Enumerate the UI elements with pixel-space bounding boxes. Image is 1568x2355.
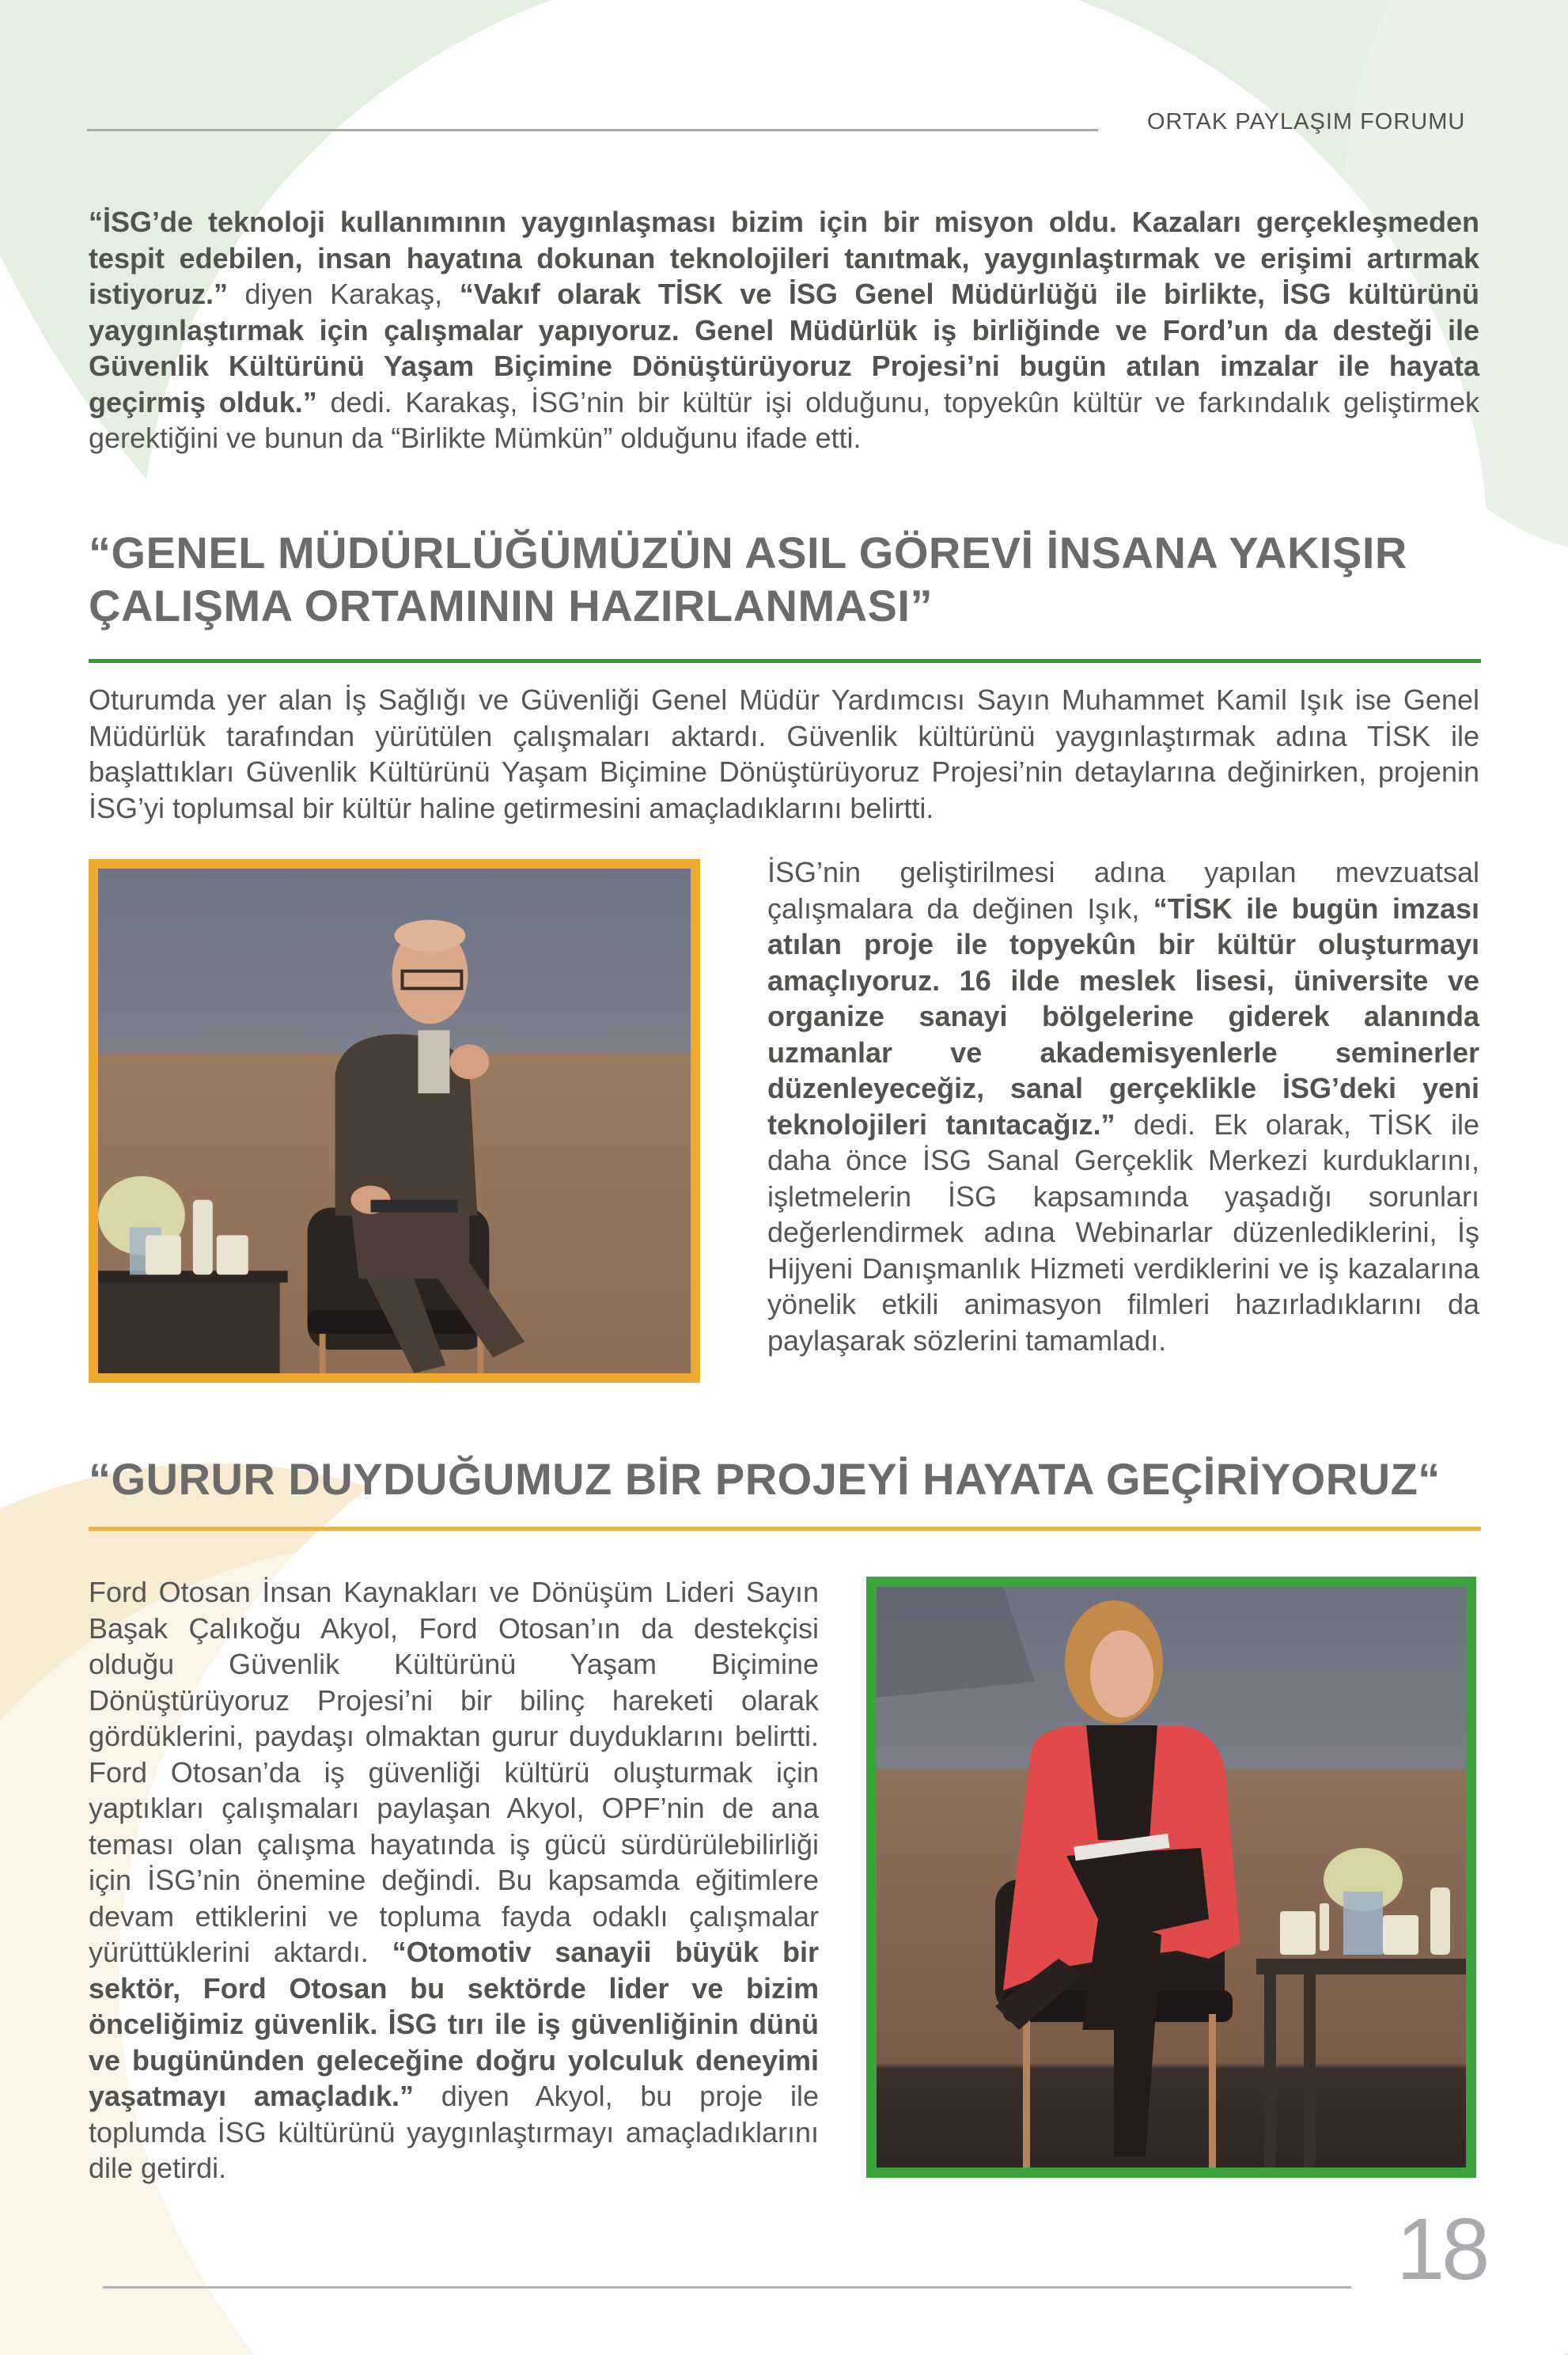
section2-paragraph — [89, 1574, 819, 2187]
section2-quote: “Otomotiv sanayii büyük bir sektör, Ford Otosan bu sektörde lider ve bizim önceliğimiz güvenlik. İSG tırı ile iş güvenliğinin dünü ve bugününden geleceğine doğru yolculuk deneyimi yaşatmayı amaçladık.” — [89, 1936, 819, 2112]
column-quote: “TİSK ile bugün imzası atılan proje ile topyekûn bir kültür oluşturmayı amaçlıyoruz. 16 ilde meslek lisesi, üniversite ve organize sanayi bölgelerine giderek alanında uzmanlar ve akademisyenlerle seminerler düzenleyeceğiz, sanal gerçeklikle İSG’deki yeni teknolojileri tanıtacağız.” — [767, 892, 1479, 1141]
section2-text-1: Ford Otosan İnsan Kaynakları ve Dönüşüm Lideri Sayın Başak Çalıkoğu Akyol, Ford Otosan’ın da destekçisi olduğu Güvenlik Kültürünü Yaşam Biçimine Dönüştürüyoruz Projesi’ni bir bilinç hareketi olarak gördüklerini, paydaşı olmaktan gurur duyduklarını belirtti. Ford Otosan’da iş güvenliği kültürü oluşturmak için yaptıkları çalışmaları paylaşan Akyol, OPF’nin de ana teması olan çalışma hayatında iş gücü sürdürülebilirliği için İSG’nin önemine değindi. Bu kapsamda eğitimlere devam ettiklerini ve topluma fayda odaklı çalışmalar yürüttüklerini aktardı. — [89, 1576, 819, 1968]
section1-heading-line1: “GENEL MÜDÜRLÜĞÜMÜZÜN ASIL GÖREVİ İNSANA YAKIŞIR — [89, 528, 1407, 577]
section1-green-rule — [89, 659, 1481, 663]
section2-text-2: diyen Akyol, bu proje ile toplumda İSG kültürünü yaygınlaştırmayı amaçladıklarını dile getirdi. — [89, 2080, 819, 2184]
page-number: 18 — [1396, 2201, 1487, 2298]
section1-heading — [89, 526, 1481, 632]
photo-muhammet-kamil-isik — [89, 859, 700, 1383]
section2-heading: “GURUR DUYDUĞUMUZ BİR PROJEYİ HAYATA GEÇİRİYORUZ“ — [89, 1454, 1441, 1504]
photo1-image — [98, 869, 691, 1373]
footer-rule — [103, 2286, 1351, 2289]
photo2-image — [877, 1587, 1466, 2168]
photo-basak-calikogu-akyol — [866, 1577, 1476, 2178]
intro-paragraph — [89, 204, 1479, 456]
section1-lead-paragraph: Oturumda yer alan İş Sağlığı ve Güvenliği Genel Müdür Yardımcısı Sayın Muhammet Kamil Işık ise Genel Müdürlük tarafından yürütülen çalışmaları aktardı. Güvenlik kültürünü yaygınlaştırmak adına TİSK ile başlattıkları Güvenlik Kültürünü Yaşam Biçimine Dönüştürüyoruz Projesi’nin detaylarına değinirken, projenin İSG’yi toplumsal bir kültür haline getirmesini amaçladıklarını belirtti. — [89, 683, 1479, 824]
header-rule — [87, 129, 1098, 131]
section1-heading-line2: ÇALIŞMA ORTAMININ HAZIRLANMASI” — [89, 581, 933, 630]
column-text-1: İSG’nin geliştirilmesi adına yapılan mevzuatsal çalışmalara da değinen Işık, — [767, 856, 1479, 925]
intro-quote-2: “Vakıf olarak TİSK ve İSG Genel Müdürlüğü ile birlikte, İSG kültürünü yaygınlaştırmak için çalışmalar yapıyoruz. Genel Müdürlük iş birliğinde ve Ford’un da desteği ile Güvenlik Kültürünü Yaşam Biçimine Dönüştürüyoruz Projesi’ni bugün atılan imzalar ile hayata geçirmiş olduk.” — [89, 278, 1479, 418]
intro-text-1: diyen Karakaş, — [228, 278, 460, 310]
section1-column-paragraph — [767, 854, 1479, 1358]
intro-quote-1: “İSG’de teknoloji kullanımının yaygınlaşması bizim için bir misyon oldu. Kazaları gerçekleşmeden tespit edebilen, insan hayatına dokunan teknolojileri tanıtmak, yaygınlaştırmak ve erişimi artırmak istiyoruz.” — [89, 206, 1479, 310]
section-title: ORTAK PAYLAŞIM FORUMU — [1147, 109, 1466, 134]
intro-text-2: dedi. Karakaş, İSG’nin bir kültür işi olduğunu, topyekûn kültür ve farkındalık geliştirmek gerektiğini ve bunun da “Birlikte Mümkün” olduğunu ifade etti. — [89, 385, 1480, 454]
column-text-2: dedi. Ek olarak, TİSK ile daha önce İSG Sanal Gerçeklik Merkezi kurduklarını, işletmelerin İSG kapsamında yaşadığı sorunları değerlendirmek adına Webinarlar düzenlediklerini, İş Hijyeni Danışmanlık Hizmeti verdiklerini ve iş kazalarına yönelik etkili animasyon filmleri hazırladıklarını da paylaşarak sözlerini tamamladı. — [767, 1107, 1480, 1357]
section2-orange-rule — [89, 1527, 1481, 1531]
